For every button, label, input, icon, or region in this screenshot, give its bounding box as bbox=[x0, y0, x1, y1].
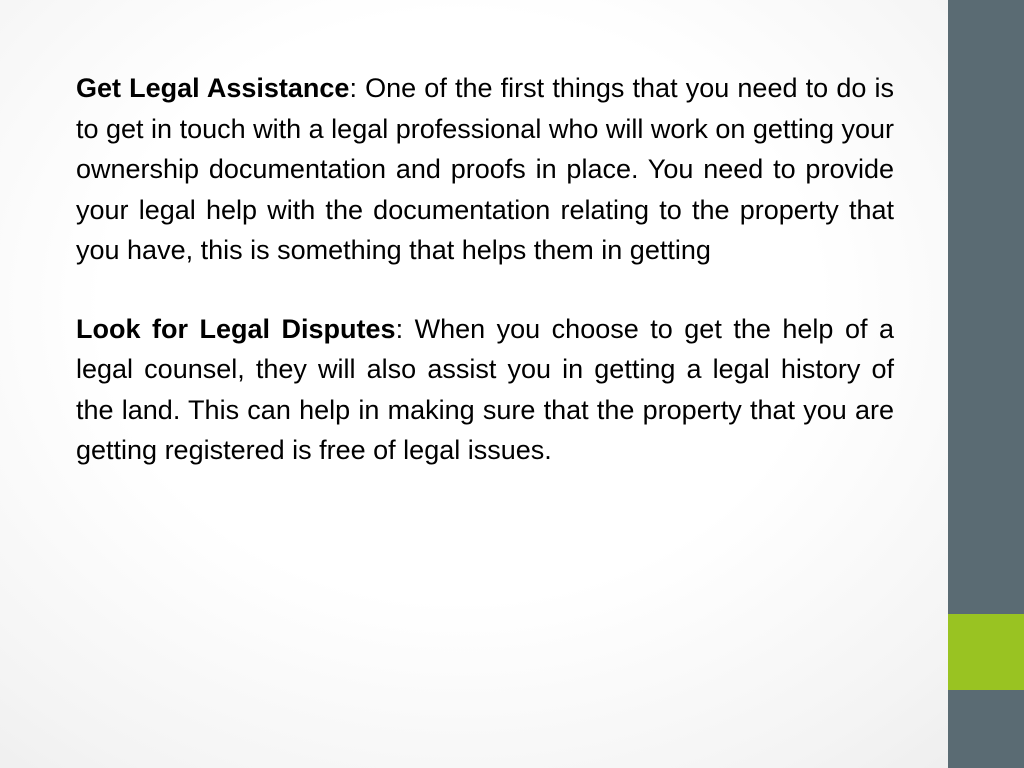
slide-body bbox=[76, 68, 894, 509]
paragraph-separator: : bbox=[395, 313, 415, 344]
accent-block bbox=[948, 614, 1024, 690]
decorative-sidebar bbox=[948, 0, 1024, 768]
paragraph-heading: Look for Legal Disputes bbox=[76, 313, 396, 344]
paragraph-get-legal-assistance bbox=[76, 68, 894, 271]
paragraph-heading: Get Legal Assistance bbox=[76, 73, 350, 103]
paragraph-separator: : bbox=[349, 73, 366, 103]
paragraph-text: When you choose to get the help of a legal counsel, they will also assist you in getting a legal history of the land. This can help in making sure that the property that you are getting registered is free of legal issues. bbox=[76, 313, 894, 465]
paragraph-text: One of the first things that you need to do is to get in touch with a legal professional who will work on getting your ownership documentation and proofs in place. You need to provide your legal help with the documentation relating to the property that you have, this is something that helps them in getting bbox=[76, 73, 895, 265]
paragraph-look-for-legal-disputes bbox=[76, 309, 894, 471]
